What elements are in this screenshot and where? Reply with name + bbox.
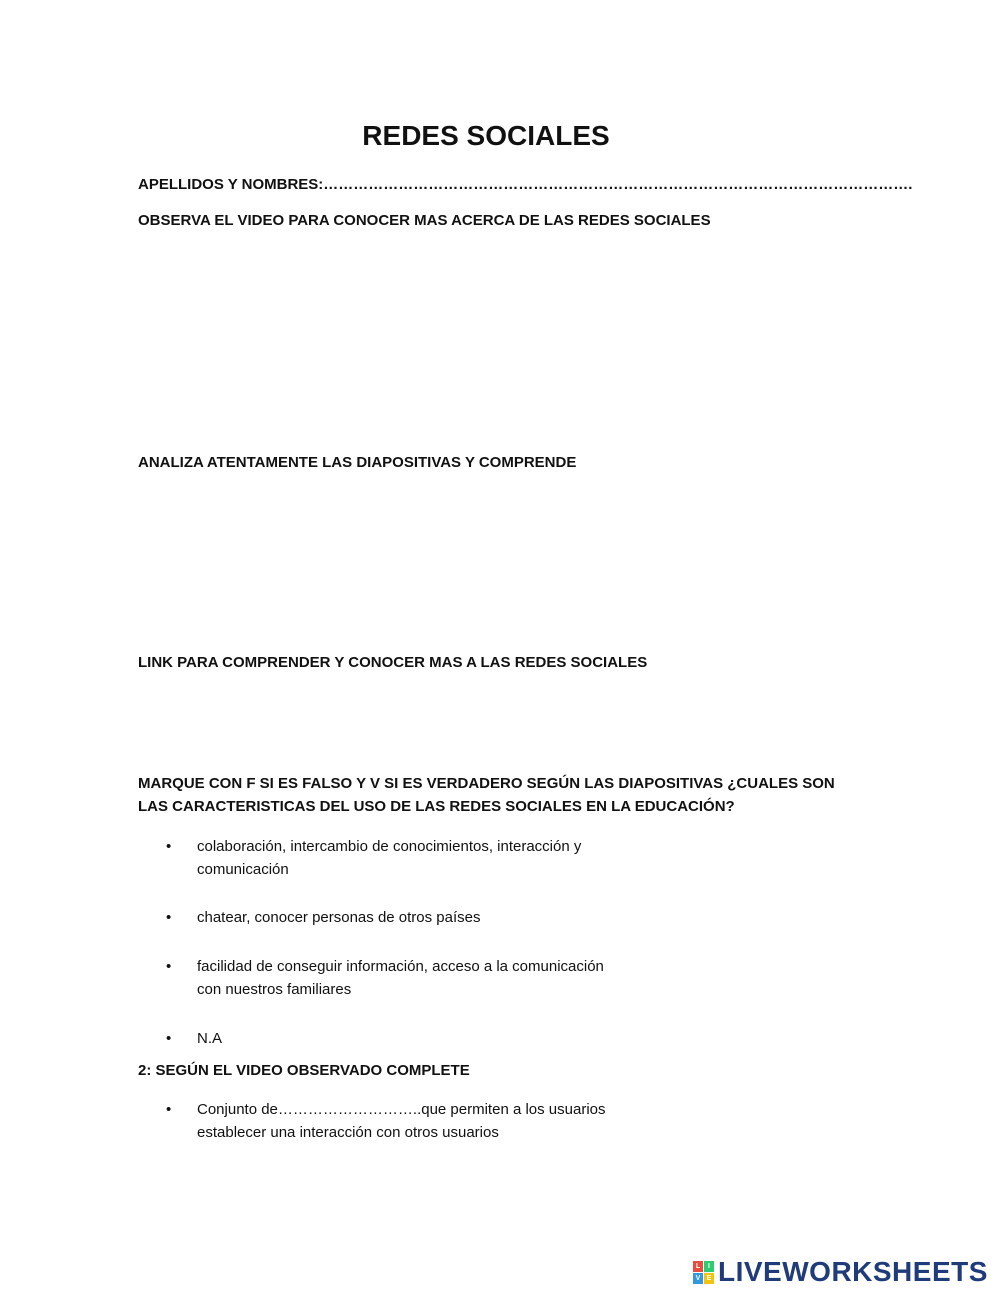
- slides-section-heading: ANALIZA ATENTAMENTE LAS DIAPOSITIVAS Y COMPRENDE: [138, 454, 577, 471]
- worksheet-title: REDES SOCIALES: [362, 120, 610, 151]
- student-name-line: APELLIDOS Y NOMBRES:……………………………………………………………………………………………………….: [138, 176, 913, 193]
- option-text: chatear, conocer personas de otros países: [197, 909, 481, 926]
- question-1-option: [166, 835, 627, 881]
- logo-letter: L: [693, 1261, 703, 1272]
- bullet-icon: •: [166, 958, 172, 975]
- question-1-option: [166, 1027, 627, 1050]
- bullet-icon: •: [166, 1101, 172, 1118]
- question-1-option: [166, 906, 627, 929]
- logo-letter: V: [693, 1273, 703, 1284]
- question-1-option: [166, 955, 627, 1001]
- option-text: facilidad de conseguir información, acceso a la comunicación con nuestros familiares: [197, 958, 604, 998]
- bullet-icon: •: [166, 909, 172, 926]
- fill-in-text: Conjunto de………………………..que permiten a los usuarios establecer una interacción con otros usuarios: [197, 1101, 606, 1141]
- logo-letter: E: [704, 1273, 714, 1284]
- option-text: N.A: [197, 1030, 223, 1047]
- question-1-prompt: MARQUE CON F SI ES FALSO Y V SI ES VERDADERO SEGÚN LAS DIAPOSITIVAS ¿CUALES SON LAS CARACTERISTICAS DEL USO DE LAS REDES SOCIALES EN LA EDUCACIÓN?: [138, 775, 835, 815]
- logo-mark-icon: [693, 1261, 714, 1284]
- logo-text: LIVEWORKSHEETS: [718, 1256, 988, 1287]
- liveworksheets-logo: [693, 1256, 988, 1288]
- video-section-heading: OBSERVA EL VIDEO PARA CONOCER MAS ACERCA DE LAS REDES SOCIALES: [138, 212, 711, 229]
- logo-letter: I: [704, 1261, 714, 1272]
- bullet-icon: •: [166, 838, 172, 855]
- bullet-icon: •: [166, 1030, 172, 1047]
- question-2-item: [166, 1098, 627, 1144]
- link-section-heading: LINK PARA COMPRENDER Y CONOCER MAS A LAS REDES SOCIALES: [138, 654, 648, 671]
- option-text: colaboración, intercambio de conocimientos, interacción y comunicación: [197, 838, 582, 878]
- question-2-prompt: 2: SEGÚN EL VIDEO OBSERVADO COMPLETE: [138, 1062, 470, 1079]
